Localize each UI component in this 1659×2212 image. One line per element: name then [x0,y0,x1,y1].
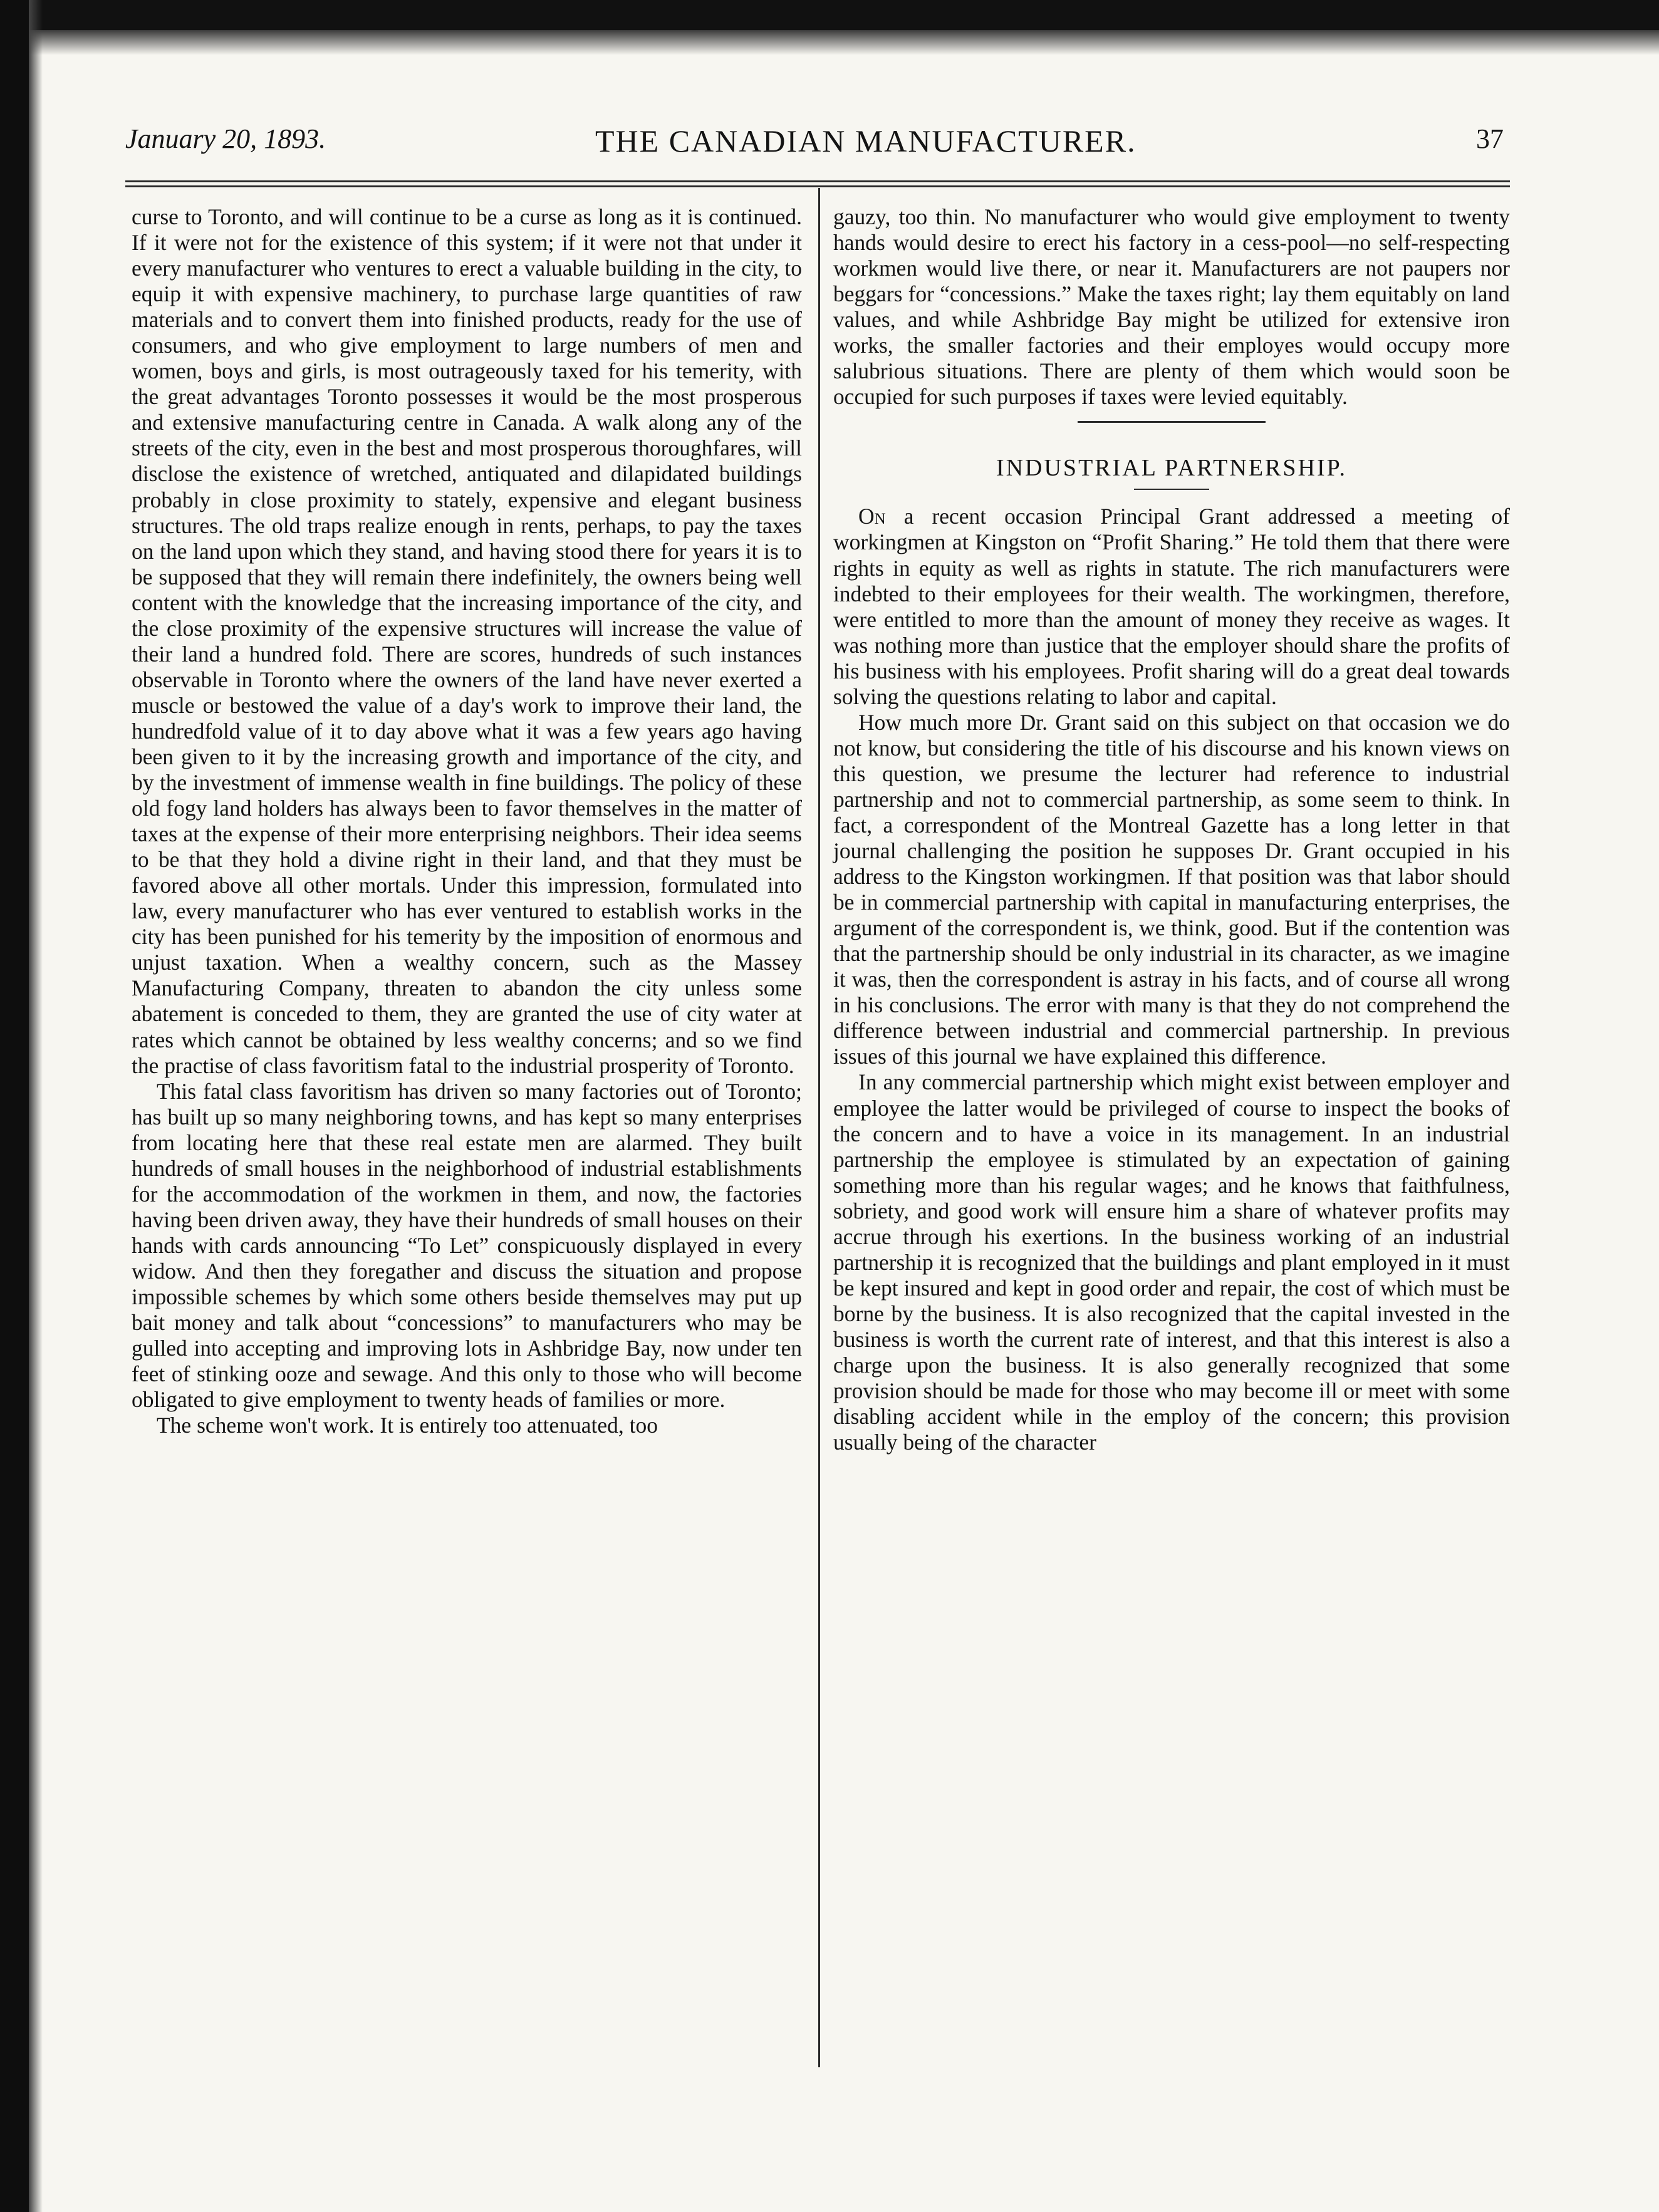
page-number: 37 [1476,123,1504,154]
scan-border-left-shadow [29,0,43,2212]
article-heading: INDUSTRIAL PARTNERSHIP. [996,455,1348,482]
right-paragraph-1 [833,504,1510,709]
right-column [833,204,1510,1455]
left-paragraph-3: The scheme won't work. It is entirely too attenuated, too [157,1413,658,1438]
heading-underline [1134,489,1209,490]
publication-title: THE CANADIAN MANUFACTURER. [595,123,1136,158]
left-column [132,204,802,1438]
header-rule-top [125,180,1510,182]
page-header [125,123,1504,173]
header-rule-bottom [125,185,1510,187]
column-divider [818,188,820,2067]
scan-border-top [0,0,1659,30]
issue-date: January 20, 1893. [125,123,326,154]
left-paragraph-2: This fatal class favoritism has driven so many factories out of Toronto; has built up so many neighboring towns, and has kept so many enterprises from locating here that these real estate men are alarmed. They built hundreds of small houses in the neighborhood of industrial establishments for the accommodation of the workmen in them, and now, the factories having been driven away, they have their hundreds of small houses on their hands with cards announcing “To Let” conspicuously displayed in every widow. And then they foregather and discuss the situation and propose impossible schemes by which some others beside themselves may put up bait money and talk about “concessions” to manufacturers who may be gulled into accepting and improving lots in Ashbridge Bay, now under ten feet of stinking ooze and sewage. And this only to those who will become obligated to give employment to twenty heads of families or more. [132,1078,802,1413]
scan-border-left [0,0,29,2212]
right-paragraph-2: How much more Dr. Grant said on this subject on that occasion we do not know, but considering the title of his discourse and his known views on this question, we presume the lecturer had reference to industrial partnership and not to commercial partnership, as some seem to think. In fact, a correspondent of the Montreal Gazette has a long letter in that journal challenging the position he supposes Dr. Grant occupied in his address to the Kingston workingmen. If that position was that labor should be in commercial partnership with capital in manufacturing enterprises, the argument of the correspondent is, we think, good. But if the contention was that the partnership should be only industrial in its character, as we imagine it was, then the correspondent is astray in his facts, and of course all wrong in his conclusions. The error with many is that they do not comprehend the difference between industrial and commercial partnership. In previous issues of this journal we have explained this difference. [833,709,1510,1069]
article-separator [1078,421,1266,423]
scan-border-top-shadow [0,30,1659,55]
right-paragraph-3: In any commercial partnership which might exist between employer and employee the latter would be privileged of course to inspect the books of the concern and to have a voice in its management. In an industrial partnership the employee is stimulated by an expectation of gaining something more than his regular wages; and he knows that faithfulness, sobriety, and good work will ensure him a share of whatever profits may accrue through his exertions. In the business working of an industrial partnership it is recognized that the buildings and plant employed in it must be kept insured and kept in good order and repair, the cost of which must be borne by the business. It is also recognized that the capital invested in the business is worth the current rate of interest, and that this interest is also a charge upon the business. It is also generally recognized that some provision should be made for those who may become ill or meet with some disabling accident while in the employ of the concern; this provision usually being of the character [833,1069,1510,1455]
article-first-word: On [858,504,886,529]
right-paragraph-1-text: a recent occasion Principal Grant addressed a meeting of workingmen at Kingston on “Profit Sharing.” He told them that there were rights in equity as well as rights in statute. The rich manufacturers were indebted to their employees for their wealth. The workingmen, therefore, were entitled to more than the amount of money they receive as wages. It was nothing more than justice that the employer should share the profits of his business with his employees. Profit sharing will do a great deal towards solving the questions relating to labor and capital. [833,504,1510,709]
right-continued-paragraph: gauzy, too thin. No manufacturer who would give employment to twenty hands would desire to erect his factory in a cess-pool—no self-respecting workmen would live there, or near it. Manufacturers are not paupers nor beggars for “concessions.” Make the taxes right; lay them equitably on land values, and while Ashbridge Bay might be utilized for extensive iron works, the smaller factories and their employes would occupy more salubrious situations. There are plenty of them which would soon be occupied for such purposes if taxes were levied equitably. [833,204,1510,410]
left-paragraph-1: curse to Toronto, and will continue to be a curse as long as it is continued. If it were not for the existence of this system; if it were not that under it every manufacturer who ventures to erect a valuable building in the city, to equip it with expensive machinery, to purchase large quantities of raw materials and to convert them into finished products, ready for the use of consumers, and who give employment to large numbers of men and women, boys and girls, is most outrageously taxed for his temerity, with the great advantages Toronto possesses it would be the most prosperous and extensive manufacturing centre in Canada. A walk along any of the streets of the city, even in the best and most prosperous thoroughfares, will disclose the existence of wretched, antiquated and dilapidated buildings probably in close proximity to stately, expensive and elegant business structures. The old traps realize enough in rents, perhaps, to pay the taxes on the land upon which they stand, and having stood there for years it is to be supposed that they will remain there indefinitely, the owners being well content with the knowledge that the increasing importance of the city, and the close proximity of the expensive structures will increase the value of their land a hundred fold. There are scores, hundreds of such instances observable in Toronto where the owners of the land have never exerted a muscle or bestowed the value of a day's work to improve their land, the hundredfold value of it to day above what it was a few years ago having been given to it by the increasing growth and importance of the city, and by the investment of immense wealth in fine buildings. The policy of these old fogy land holders has always been to favor themselves in the matter of taxes at the expense of their more enterprising neighbors. Their idea seems to be that they hold a divine right in their land, and that they must be favored above all other mortals. Under this impression, formulated into law, every manufacturer who has ever ventured to establish works in the city has been punished for his temerity by the imposition of enormous and unjust taxation. When a wealthy concern, such as the Massey Manufacturing Company, threaten to abandon the city unless some abatement is conceded to them, they are granted the use of city water at rates which cannot be obtained by less wealthy concerns; and so we find the practise of class favoritism fatal to the industrial prosperity of Toronto. [132,204,802,1078]
